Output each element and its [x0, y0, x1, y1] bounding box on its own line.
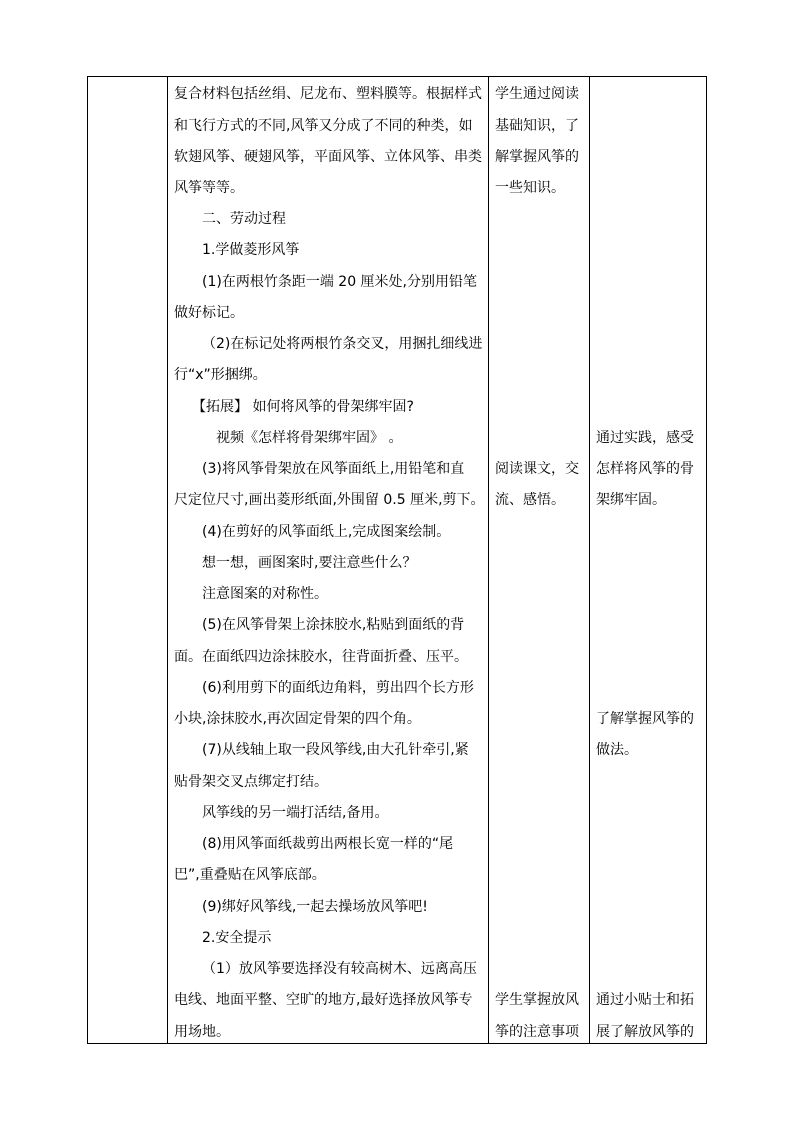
table-border-right — [706, 76, 707, 1043]
process-line: (1)在两根竹条距一端 20 厘米处,分别用铅笔 — [202, 274, 477, 290]
process-line: (7)从线轴上取一段风筝线,由大孔针牵引,紧 — [202, 742, 469, 758]
design-intent-line: 架绑牢固。 — [596, 492, 666, 508]
student-activity-line: 一些知识。 — [495, 180, 565, 196]
process-line: 行“x”形捆绑。 — [174, 367, 267, 383]
subsection-heading: 1.学做菱形风筝 — [202, 242, 300, 258]
process-line: 风筝线的另一端打活结,备用。 — [202, 805, 389, 821]
process-line: （2)在标记处将两根竹条交叉，用捆扎细线进 — [202, 336, 483, 352]
process-line: (4)在剪好的风筝面纸上,完成图案绘制。 — [202, 524, 451, 540]
process-line: (8)用风筝面纸裁剪出两根长宽一样的“尾 — [202, 836, 454, 852]
process-line: 小块,涂抹胶水,再次固定骨架的四个角。 — [174, 711, 421, 727]
empty-first-column-cell — [88, 77, 167, 1043]
process-line: (6)利用剪下的面纸边角料，剪出四个长方形 — [202, 680, 474, 696]
student-activity-line: 基础知识，了 — [495, 118, 579, 134]
process-line: 贴骨架交叉点绑定打结。 — [174, 774, 328, 790]
process-line: 注意图案的对称性。 — [202, 586, 328, 602]
process-line: 用场地。 — [174, 1024, 230, 1040]
process-line: 风筝等等。 — [174, 180, 244, 196]
design-intent-line: 通过小贴士和拓 — [596, 992, 694, 1008]
process-line: （1）放风筝要选择没有较高树木、远离高压 — [202, 961, 477, 977]
process-line: 复合材料包括丝绢、尼龙布、塑料膜等。根据样式 — [174, 86, 482, 102]
student-activity-line: 解掌握风筝的 — [495, 149, 579, 165]
extension-question: 【拓展】 如何将风筝的骨架绑牢固? — [192, 399, 414, 415]
design-intent-line: 了解掌握风筝的 — [596, 711, 694, 727]
process-line: 尺定位尺寸,画出菱形纸面,外围留 0.5 厘米,剪下。 — [174, 492, 485, 508]
process-line: (5)在风筝骨架上涂抹胶水,粘贴到面纸的背 — [202, 617, 465, 633]
process-line: 和飞行方式的不同,风筝又分成了不同的种类，如 — [174, 118, 473, 134]
section-heading: 二、劳动过程 — [202, 211, 286, 227]
table-bottom-border — [87, 1043, 707, 1044]
video-reference: 视频《怎样将骨架绑牢固》 。 — [216, 430, 403, 446]
process-line: (3)将风筝骨架放在风筝面纸上,用铅笔和直 — [202, 461, 465, 477]
process-line: 面。在面纸四边涂抹胶水，往背面折叠、压平。 — [174, 649, 468, 665]
design-intent-cell — [590, 77, 706, 1043]
teaching-process-cell — [168, 77, 488, 1043]
process-line: 电线、地面平整、空旷的地方,最好选择放风筝专 — [174, 992, 473, 1008]
process-line: (9)绑好风筝线,一起去操场放风筝吧! — [202, 899, 428, 915]
design-intent-line: 做法。 — [596, 742, 638, 758]
process-line: 软翅风筝、硬翅风筝，平面风筝、立体风筝、串类 — [174, 149, 482, 165]
subsection-heading: 2.安全提示 — [202, 930, 272, 946]
student-activity-cell — [489, 77, 589, 1043]
process-line: 巴”,重叠贴在风筝底部。 — [174, 867, 326, 883]
student-activity-line: 学生掌握放风 — [495, 992, 579, 1008]
student-activity-line: 筝的注意事项 — [495, 1024, 579, 1040]
process-line: 想一想，画图案时,要注意些什么？ — [202, 555, 417, 571]
student-activity-line: 阅读课文，交 — [495, 461, 579, 477]
design-intent-line: 怎样将风筝的骨 — [596, 461, 694, 477]
process-line: 做好标记。 — [174, 305, 244, 321]
student-activity-line: 流、感悟。 — [495, 492, 565, 508]
design-intent-line: 通过实践，感受 — [596, 430, 694, 446]
design-intent-line: 展了解放风筝的 — [596, 1024, 694, 1040]
student-activity-line: 学生通过阅读 — [495, 86, 579, 102]
